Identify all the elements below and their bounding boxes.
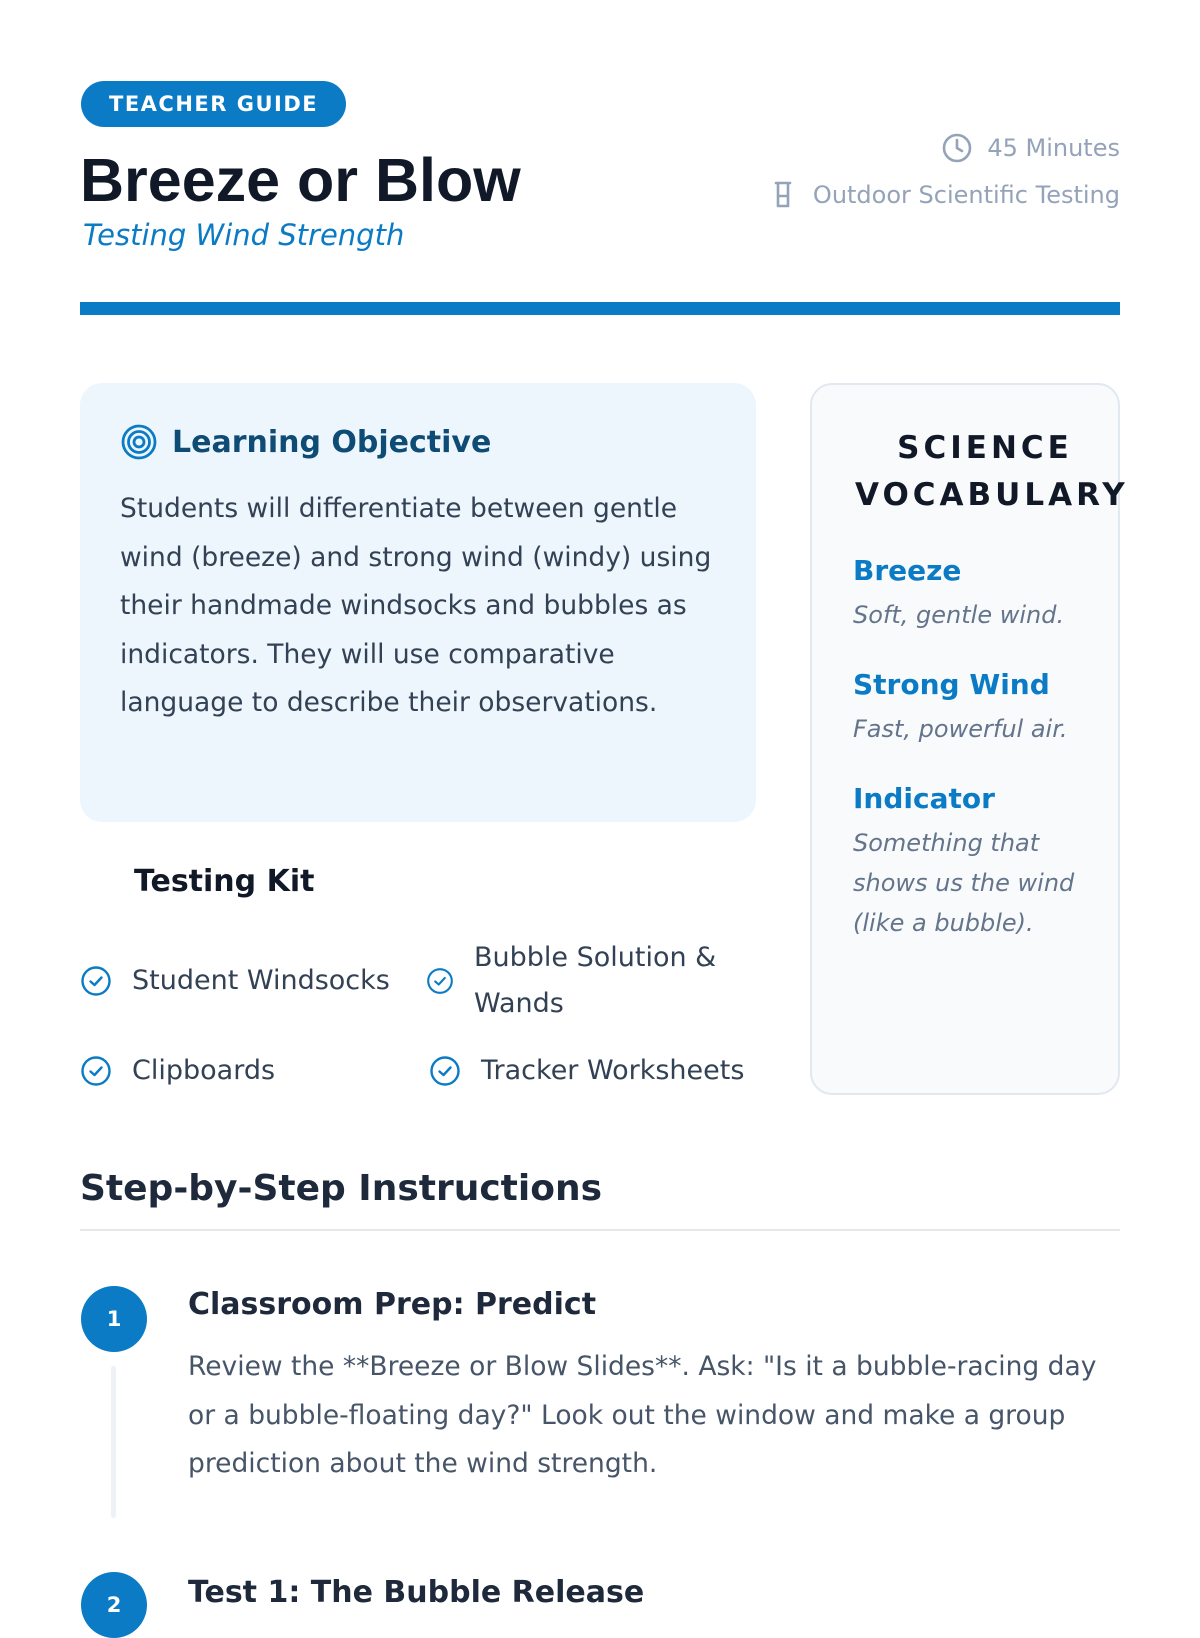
duration-text: 45 Minutes xyxy=(987,134,1120,162)
step-number: 2 xyxy=(81,1572,147,1638)
step-title: Classroom Prep: Predict xyxy=(188,1287,597,1322)
vocab-term xyxy=(853,779,1118,943)
kit-item-label: Tracker Worksheets xyxy=(481,1055,745,1086)
vocab-term-name: Strong Wind xyxy=(853,668,1050,701)
beaker-icon xyxy=(767,179,799,211)
check-circle-icon xyxy=(80,1055,112,1087)
step-body: Review the **Breeze or Blow Slides**. Ask: "Is it a bubble-racing day or a bubble-floating day?" Look out the window and make a group prediction about the wind strength. xyxy=(188,1351,1097,1479)
kit-item xyxy=(426,935,746,1027)
step-title: Test 1: The Bubble Release xyxy=(188,1575,645,1610)
step-connector xyxy=(111,1366,116,1518)
vocab-term-name: Breeze xyxy=(853,554,962,587)
kit-item-label: Clipboards xyxy=(132,1055,276,1086)
steps-title: Step-by-Step Instructions xyxy=(80,1168,603,1209)
testing-kit-title: Testing Kit xyxy=(134,864,315,899)
vocabulary-title: SCIENCE VOCABULARY xyxy=(855,430,1129,513)
teacher-guide-badge: TEACHER GUIDE xyxy=(81,81,346,127)
setting-text: Outdoor Scientific Testing xyxy=(812,181,1120,209)
learning-objective-card xyxy=(80,383,756,822)
vocab-term-definition: Something that shows us the wind (like a bubble). xyxy=(853,829,1075,937)
clock-icon xyxy=(941,132,973,164)
vocab-term xyxy=(853,665,1118,749)
kit-item xyxy=(80,1048,275,1094)
kit-item xyxy=(429,1048,744,1094)
objective-text: Students will differentiate between gentle wind (breeze) and strong wind (windy) using their handmade windsocks and bubbles as indicators. They will use comparative language to describe their observations. xyxy=(120,493,712,718)
step-number: 1 xyxy=(81,1286,147,1352)
objective-title: Learning Objective xyxy=(172,424,492,460)
target-icon xyxy=(120,423,158,461)
kit-item-label: Student Windsocks xyxy=(132,965,390,996)
kit-item xyxy=(80,958,390,1004)
page-subtitle: Testing Wind Strength xyxy=(83,218,405,252)
header-divider xyxy=(80,302,1120,315)
check-circle-icon xyxy=(426,967,454,995)
setting-meta xyxy=(767,179,1120,211)
vocab-term-name: Indicator xyxy=(853,782,995,815)
page-title: Breeze or Blow xyxy=(80,146,521,214)
science-vocabulary-card xyxy=(810,383,1129,1095)
duration-meta xyxy=(941,132,1120,164)
vocab-term-definition: Soft, gentle wind. xyxy=(853,601,1065,629)
vocab-term-definition: Fast, powerful air. xyxy=(853,715,1068,743)
objective-header xyxy=(120,423,716,461)
vocab-term xyxy=(853,551,1118,635)
kit-item-label: Bubble Solution & Wands xyxy=(474,942,717,1019)
check-circle-icon xyxy=(429,1055,461,1087)
steps-divider xyxy=(80,1229,1120,1231)
check-circle-icon xyxy=(80,965,112,997)
